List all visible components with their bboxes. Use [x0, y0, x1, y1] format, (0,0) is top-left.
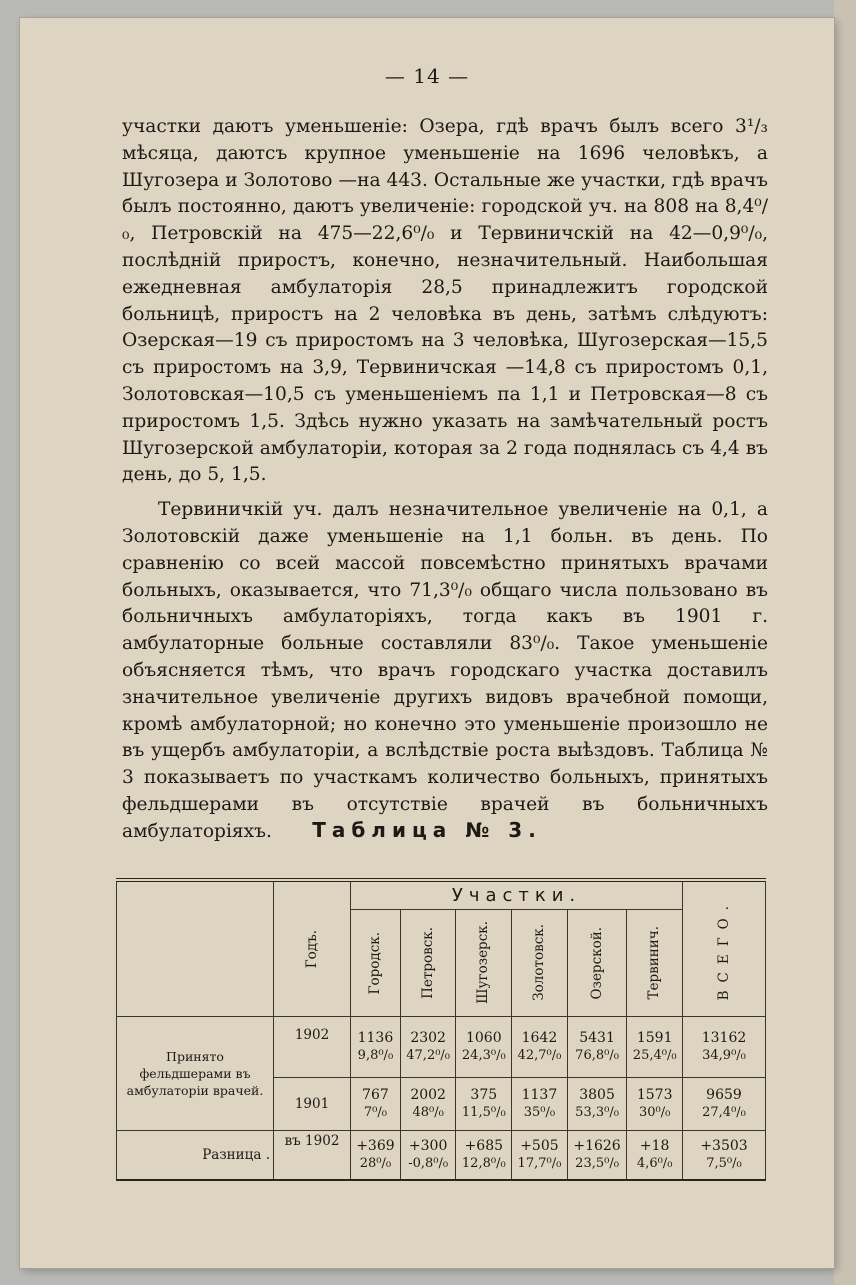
diff-value: +685 [464, 1138, 504, 1154]
diff-label: Разница . [117, 1131, 274, 1181]
book-page [20, 18, 834, 1268]
body-text [122, 114, 768, 846]
header-district-2 [456, 909, 512, 1016]
value: 2002 [410, 1087, 446, 1103]
diff-cell [512, 1131, 568, 1181]
value-cell [512, 1017, 568, 1078]
value: 1136 [357, 1030, 394, 1046]
percent: 11,5⁰/₀ [461, 1105, 506, 1120]
header-district-3 [512, 909, 568, 1016]
percent: 9,8⁰/₀ [357, 1048, 394, 1063]
district-label: Тервинич. [646, 926, 663, 1000]
paragraph-1: участки даютъ уменьшеніе: Озера, гдѣ врачъ былъ всего 3¹/₃ мѣсяца, даютсъ крупное уменьшеніе на 1696 человѣкъ, а Шугозера и Золотово —на 443. Остальные же участки, гдѣ врачъ былъ постоянно, даютъ увеличеніе: городской уч. на 808 на 8,4⁰/₀, Петровскій на 475—22,6⁰/₀ и Тервиничскій на 42—0,9⁰/₀, послѣдній приростъ, конечно, незначительный. Наибольшая ежедневная амбулаторія 28,5 принадлежитъ городской больницѣ, приростъ на 2 человѣка въ день, затѣмъ слѣдуютъ: Озерская—19 съ приростомъ на 3 человѣка, Шугозерская—15,5 съ приростомъ на 3,9, Тервиничская —14,8 съ приростомъ 0,1, Золотовская—10,5 съ уменьшеніемъ па 1,1 и Петровская—8 съ приростомъ 1,5. Здѣсь нужно указать на замѣчательный ростъ Шугозерской амбулаторіи, которая за 2 года поднялась съ 4,4 въ день, до 5, 1,5. [122, 116, 768, 486]
value-cell [567, 1017, 627, 1078]
district-label: Петровск. [419, 926, 436, 999]
total-cell [683, 1017, 766, 1078]
diff-percent: -0,8⁰/₀ [408, 1156, 449, 1171]
percent: 42,7⁰/₀ [517, 1048, 562, 1063]
value: 1642 [521, 1030, 558, 1046]
page-edge [834, 0, 856, 1285]
district-label: Городск. [366, 931, 383, 995]
diff-percent: 28⁰/₀ [359, 1156, 392, 1171]
diff-cell [627, 1131, 683, 1181]
value: 1137 [521, 1087, 558, 1103]
diff-value: +300 [408, 1138, 448, 1154]
percent: 48⁰/₀ [412, 1105, 444, 1120]
total-cell [683, 1078, 766, 1131]
value-cell [627, 1017, 683, 1078]
diff-cell [456, 1131, 512, 1181]
value: 1573 [636, 1087, 673, 1103]
value-cell [351, 1017, 401, 1078]
year-cell: 1902 [274, 1017, 351, 1078]
row-label: Принято фельдшерами въ амбулаторіи врачей. [117, 1017, 274, 1131]
diff-percent: 17,7⁰/₀ [517, 1156, 562, 1171]
value-cell [351, 1078, 401, 1131]
header-district-1 [400, 909, 456, 1016]
diff-value: +505 [520, 1138, 559, 1154]
diff-cell [567, 1131, 627, 1181]
value-cell [627, 1078, 683, 1131]
header-blank [117, 880, 274, 1017]
value: 375 [470, 1087, 498, 1103]
value: 1591 [636, 1030, 673, 1046]
total-header-text: ВСЕГО. [715, 897, 732, 1001]
header-year [274, 880, 351, 1017]
diff-total-percent: 7,5⁰/₀ [706, 1156, 742, 1171]
year-header-text: Годъ. [303, 929, 320, 969]
diff-percent: 23,5⁰/₀ [575, 1156, 619, 1171]
percent: 76,8⁰/₀ [575, 1048, 619, 1063]
header-district-4 [567, 909, 627, 1016]
table-row-1902 [117, 1017, 766, 1078]
diff-percent: 4,6⁰/₀ [636, 1156, 673, 1171]
table-title: Таблица № 3. [312, 818, 542, 842]
value: 5431 [579, 1030, 615, 1046]
diff-cell [400, 1131, 456, 1181]
table-header-row-1 [117, 880, 766, 909]
value: 1060 [465, 1030, 502, 1046]
year-cell: 1901 [274, 1078, 351, 1131]
value-cell [512, 1078, 568, 1131]
value-cell [400, 1017, 456, 1078]
district-label: Золотовск. [530, 924, 547, 1002]
total-value: 9659 [706, 1087, 742, 1103]
value-cell [456, 1078, 512, 1131]
value-cell [456, 1017, 512, 1078]
percent: 53,3⁰/₀ [575, 1105, 619, 1120]
diff-value: +369 [356, 1138, 395, 1154]
value-cell [400, 1078, 456, 1131]
value-cell [567, 1078, 627, 1131]
header-districts-group: Участки. [351, 880, 683, 909]
value: 767 [362, 1087, 389, 1103]
header-total [683, 880, 766, 1017]
header-district-0 [351, 909, 401, 1016]
percent: 30⁰/₀ [638, 1105, 671, 1120]
percent: 35⁰/₀ [523, 1105, 556, 1120]
value: 3805 [579, 1087, 615, 1103]
diff-value: +1626 [573, 1138, 621, 1154]
diff-percent: 12,8⁰/₀ [461, 1156, 506, 1171]
table-row-difference [117, 1131, 766, 1181]
total-percent: 27,4⁰/₀ [702, 1105, 746, 1120]
percent: 7⁰/₀ [363, 1105, 387, 1120]
diff-total-cell [683, 1131, 766, 1181]
diff-value: +18 [639, 1138, 670, 1154]
stats-table [116, 878, 766, 1181]
value: 2302 [410, 1030, 446, 1046]
total-percent: 34,9⁰/₀ [702, 1048, 746, 1063]
total-value: 13162 [701, 1030, 747, 1046]
district-label: Шугозерск. [475, 921, 492, 1005]
page-number: — 14 — [384, 64, 470, 88]
header-district-5 [627, 909, 683, 1016]
diff-total-value: +3503 [700, 1138, 748, 1154]
diff-cell [351, 1131, 401, 1181]
percent: 24,3⁰/₀ [461, 1048, 506, 1063]
district-label: Озерской. [588, 926, 605, 1000]
paragraph-2: Тервиничкій уч. далъ незначительное увеличеніе на 0,1, а Золотовскій даже уменьшеніе на 1,1 больн. въ день. По сравненію со всей массой повсемѣстно принятыхъ врачами больныхъ, оказывается, что 71,3⁰/₀ общаго числа пользовано въ больничныхъ амбулаторіяхъ, тогда какъ въ 1901 г. амбулаторные больные составляли 83⁰/₀. Такое уменьшеніе объясняется тѣмъ, что врачъ городскаго участка доставилъ значительное увеличеніе другихъ видовъ врачебной помощи, кромѣ амбулаторной; но конечно это уменьшеніе произошло не въ ущербъ амбулаторіи, а вслѣдствіе роста выѣздовъ. Таблица № 3 показываетъ по участкамъ количество больныхъ, принятыхъ фельдшерами въ отсутствіе врачей въ больничныхъ амбулаторіяхъ. [122, 499, 768, 842]
diff-year: въ 1902 [274, 1131, 351, 1181]
percent: 47,2⁰/₀ [406, 1048, 451, 1063]
percent: 25,4⁰/₀ [632, 1048, 677, 1063]
